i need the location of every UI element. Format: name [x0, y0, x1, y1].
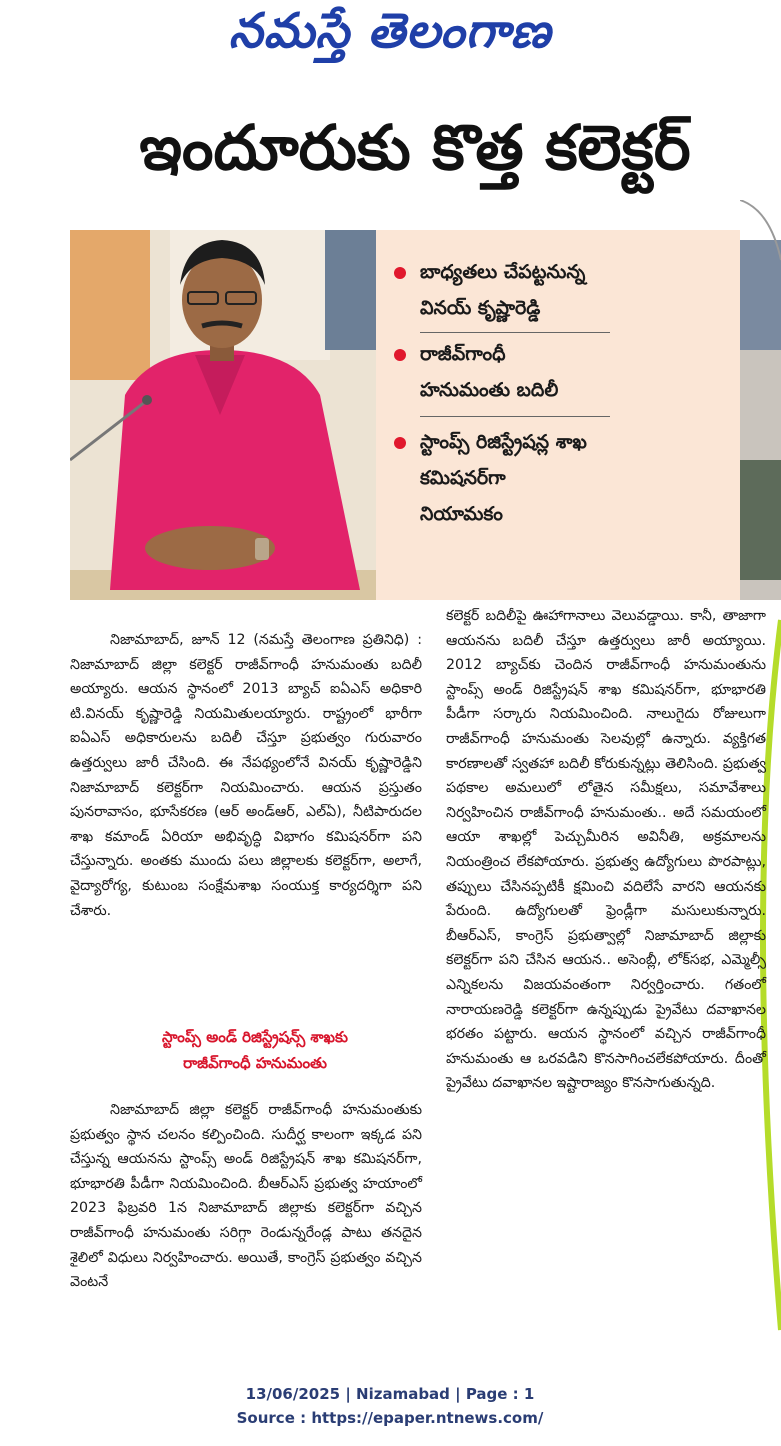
- collector-photo-graphic: [70, 230, 376, 600]
- bullet-icon: [394, 437, 406, 449]
- article-paragraph: నిజామాబాద్ జిల్లా కలెక్టర్ రాజీవ్‌గాంధీ హనుమంతుకు ప్రభుత్వం స్థాన చలనం కల్పించింది. సుదీర్ఘ కాలంగా ఇక్కడ పని చేస్తున్న ఆయనను స్టాంప్స్ అండ్ రిజిస్ట్రేషన్ శాఖ కమిషనర్‌గా, భూభారతి పీడీగా నియమించింది. బీఆర్‌ఎస్ ప్రభుత్వ హయాంలో 2023 ఫిబ్రవరి 1న నిజామాబాద్ జిల్లాకు కలెక్టర్‌గా వచ్చిన రాజీవ్‌గాంధీ హనుమంతు సరిగ్గా రెండున్నరేండ్ల పాటు తనదైన శైలిలో విధులు నిర్వహించారు. అయితే, కాంగ్రెస్ ప్రభుత్వం వచ్చిన వెంటనే: [70, 1102, 422, 1291]
- highlight-line: స్టాంప్స్ రిజిస్ట్రేషన్ల శాఖ: [420, 431, 587, 453]
- subheading-line-2: రాజీవ్‌గాంధీ హనుమంతు: [183, 1054, 327, 1072]
- headline: ఇందూరుకు కొత్త కలెక్టర్: [139, 111, 691, 184]
- article-column-1: [70, 628, 422, 923]
- article-paragraph: కలెక్టర్ బదిలీపై ఊహాగానాలు వెలువడ్డాయి. కానీ, తాజాగా ఆయనను బదిలీ చేస్తూ ఉత్తర్వులు జారీ అయ్యాయి. 2012 బ్యాచ్‌కు చెందిన రాజీవ్‌గాంధీ హనుమంతును స్టాంప్స్ అండ్ రిజిస్ట్రేషన్ శాఖ కమిషనర్‌గా, భూభారతి పీడీగా సర్కారు నియమించింది. నాలుగైదు రోజులుగా రాజీవ్‌గాంధీ హనుమంతు సెలవుల్లో ఉన్నారు. వ్యక్తిగత కారణాలతో స్వతహా బదిలీ కోరుకున్నట్లు తెలిసింది. ప్రభుత్వ పథకాల అమలులో లోతైన సమీక్షలు, సమావేశాలు నిర్వహించిన రాజీవ్‌గాంధీ హనుమంతు.. అదే సమయంలో ఆయా శాఖల్లో పెచ్చుమీరిన అవినీతి, అక్రమాలను నియంత్రించ లేకపోయారు. ప్రభుత్వ ఉద్యోగులు పొరపాట్లు, తప్పులు చేసినప్పటికీ క్షమించి వదిలేసే వారని ఆయనకు పేరుంది. ఉద్యోగులతో ఫ్రెండ్లీగా మసులుకున్నారు. బీఆర్‌ఎస్, కాంగ్రెస్ ప్రభుత్వాల్లో నిజామాబాద్ జిల్లాకు కలెక్టర్‌గా పని చేసిన ఆయన.. అసెంబ్లీ, లోక్‌సభ, ఎమ్మెల్సీ ఎన్నికలను విజయవంతంగా నిర్వర్తించారు. గతంలో నారాయణరెడ్డి కలెక్టర్‌గా ఉన్నప్పుడు ప్రైవేటు దవాఖానల భరతం పట్టారు. ఆయన స్థానంలో వచ్చిన రాజీవ్‌గాంధీ హనుమంతు ఆ ఒరవడిని కొనసాగించలేకపోయారు. దీంతో ప్రైవేటు దవాఖానల ఇష్టారాజ్యం కొనసాగుతున్నది.: [446, 608, 766, 1092]
- article-column-2: [446, 604, 766, 1096]
- divider: [420, 416, 610, 417]
- bullet-icon: [394, 267, 406, 279]
- highlight-item-1: [394, 254, 724, 326]
- highlight-line: రాజీవ్‌గాంధీ: [420, 343, 506, 365]
- highlight-line: కమిషనర్‌గా: [420, 467, 506, 489]
- footer-source-link[interactable]: Source : https://epaper.ntnews.com/: [236, 1409, 544, 1427]
- highlight-line: హనుమంతు బదిలీ: [420, 379, 559, 401]
- article-paragraph: నిజామాబాద్, జూన్ 12 (నమస్తే తెలంగాణ ప్రతినిధి) : నిజామాబాద్ జిల్లా కలెక్టర్ రాజీవ్‌గాంధీ హనుమంతు బదిలీ అయ్యారు. ఆయన స్థానంలో 2013 బ్యాచ్ ఐఏఎస్ అధికారి టి.వినయ్ కృష్ణారెడ్డి నియమితులయ్యారు. రాష్ట్రంలో భారీగా ఐఏఎస్ అధికారులను బదిలీ చేస్తూ ప్రభుత్వం గురువారం ఉత్తర్వులు జారీ చేసింది. ఈ నేపథ్యంలోనే వినయ్ కృష్ణారెడ్డిని నిజామాబాద్ కలెక్టర్‌గా నియమించారు. ఆయన ప్రస్తుతం పునరావాసం, భూసేకరణ (ఆర్ అండ్‌ఆర్, ఎల్‌ఏ), నీటిపారుదల శాఖ కమాండ్ ఏరియా అభివృద్ధి విభాగం కమిషనర్‌గా పని చేస్తున్నారు. అంతకు ముందు పలు జిల్లాలకు కలెక్టర్‌గా, అలాగే, వైద్యారోగ్య, కుటుంబ సంక్షేమశాఖ సంయుక్త కార్యదర్శిగా పని చేశారు.: [70, 632, 422, 919]
- highlights-box: [376, 230, 740, 600]
- bullet-icon: [394, 349, 406, 361]
- subheading: [70, 1024, 440, 1076]
- subheading-line-1: స్టాంప్స్ అండ్ రిజిస్ట్రేషన్స్ శాఖకు: [162, 1028, 348, 1046]
- article-column-1-continued: [70, 1098, 422, 1295]
- highlight-item-3: [394, 424, 724, 532]
- collector-photo: [70, 230, 376, 600]
- highlight-item-2: [394, 336, 724, 408]
- footer-edition-info: 13/06/2025 | Nizamabad | Page : 1: [245, 1385, 535, 1403]
- divider: [420, 332, 610, 333]
- highlight-line: నియామకం: [420, 503, 503, 525]
- masthead-logo: నమస్తే తెలంగాణ: [228, 3, 552, 59]
- highlight-line: బాధ్యతలు చేపట్టనున్న: [420, 261, 586, 283]
- highlight-line: వినయ్ కృష్ణారెడ్డి: [420, 297, 541, 319]
